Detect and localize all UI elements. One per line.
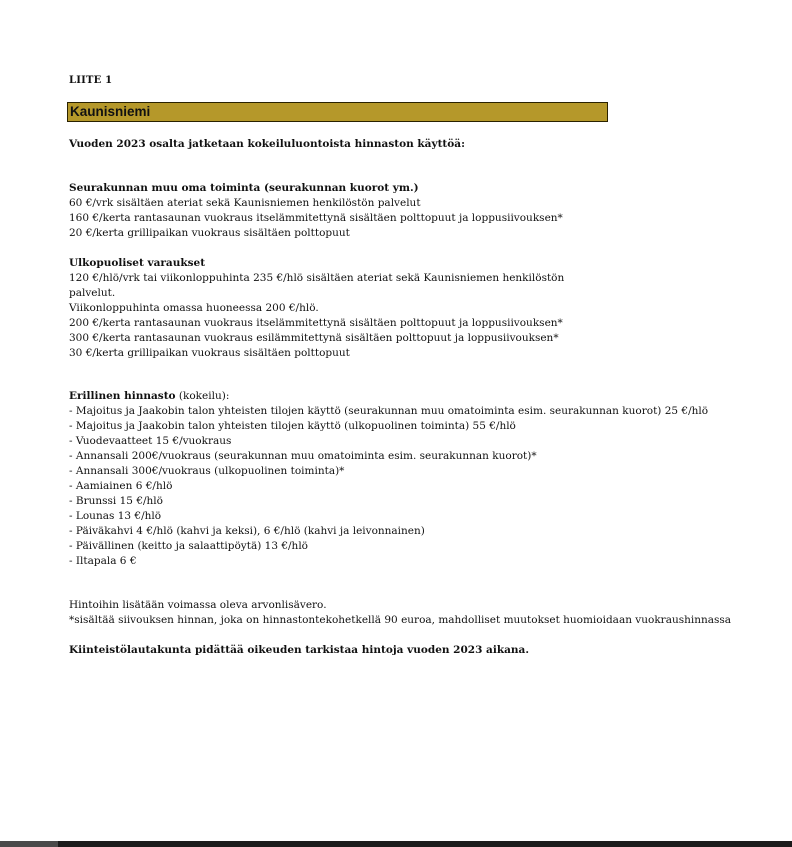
section3-title-rest: (kokeilu): — [175, 390, 230, 402]
section-heading-bar — [67, 102, 608, 122]
list-item: - Majoitus ja Jaakobin talon yhteisten tilojen käyttö (seurakunnan muu omatoiminta esim. seurakunnan kuorot) 25 €/hlö — [69, 405, 709, 417]
footnote: *sisältää siivouksen hinnan, joka on hinnastontekohetkellä 90 euroa, mahdolliset muutokset huomioidaan vuokraushinnassa — [69, 614, 732, 626]
list-item: - Vuodevaatteet 15 €/vuokraus — [69, 435, 232, 447]
section2-lines — [69, 271, 564, 361]
price-line: 30 €/kerta grillipaikan vuokraus sisältäen polttopuut — [69, 347, 350, 359]
list-item: - Lounas 13 €/hlö — [69, 510, 162, 522]
price-line: Viikonloppuhinta omassa huoneessa 200 €/hlö. — [69, 302, 319, 314]
list-item: - Brunssi 15 €/hlö — [69, 495, 163, 507]
list-item: - Aamiainen 6 €/hlö — [69, 480, 173, 492]
appendix-label: LIITE 1 — [69, 75, 113, 86]
section-heading: Kaunisniemi — [70, 104, 151, 119]
intro-text: Vuoden 2023 osalta jatketaan kokeiluluontoista hinnaston käyttöä: — [69, 138, 465, 150]
price-line: palvelut. — [69, 287, 116, 299]
bottom-toolbar-strip — [0, 841, 792, 847]
price-line: 200 €/kerta rantasaunan vuokraus itselämmitettynä sisältäen polttopuut ja loppusiivouksen* — [69, 317, 563, 329]
price-line: 300 €/kerta rantasaunan vuokraus esilämmitettynä sisältäen polttopuut ja loppusiivouksen* — [69, 332, 559, 344]
section3-title — [69, 389, 229, 404]
section2-title: Ulkopuoliset varaukset — [69, 257, 206, 269]
list-item: - Majoitus ja Jaakobin talon yhteisten tilojen käyttö (ulkopuolinen toiminta) 55 €/hlö — [69, 420, 516, 432]
price-line: 120 €/hlö/vrk tai viikonloppuhinta 235 €/hlö sisältäen ateriat sekä Kaunisniemen henkilöstön — [69, 272, 565, 284]
price-line: 160 €/kerta rantasaunan vuokraus itselämmitettynä sisältäen polttopuut ja loppusiivouksen* — [69, 212, 563, 224]
vat-note: Hintoihin lisätään voimassa oleva arvonlisävero. — [69, 599, 327, 611]
list-item: - Annansali 200€/vuokraus (seurakunnan muu omatoiminta esim. seurakunnan kuorot)* — [69, 450, 537, 462]
bottom-toolbar-segment — [0, 841, 58, 847]
notes — [69, 598, 731, 628]
section1-title: Seurakunnan muu oma toiminta (seurakunnan kuorot ym.) — [69, 182, 419, 194]
price-line: 60 €/vrk sisältäen ateriat sekä Kaunisniemen henkilöstön palvelut — [69, 197, 421, 209]
closing-statement: Kiinteistölautakunta pidättää oikeuden tarkistaa hintoja vuoden 2023 aikana. — [69, 644, 530, 656]
list-item: - Annansali 300€/vuokraus (ulkopuolinen toiminta)* — [69, 465, 345, 477]
section1-lines — [69, 196, 563, 241]
section3-title-bold: Erillinen hinnasto — [69, 390, 176, 402]
section3-lines — [69, 404, 708, 569]
list-item: - Iltapala 6 € — [69, 555, 137, 567]
list-item: - Päiväkahvi 4 €/hlö (kahvi ja keksi), 6 €/hlö (kahvi ja leivonnainen) — [69, 525, 425, 537]
list-item: - Päivällinen (keitto ja salaattipöytä) 13 €/hlö — [69, 540, 308, 552]
price-line: 20 €/kerta grillipaikan vuokraus sisältäen polttopuut — [69, 227, 350, 239]
